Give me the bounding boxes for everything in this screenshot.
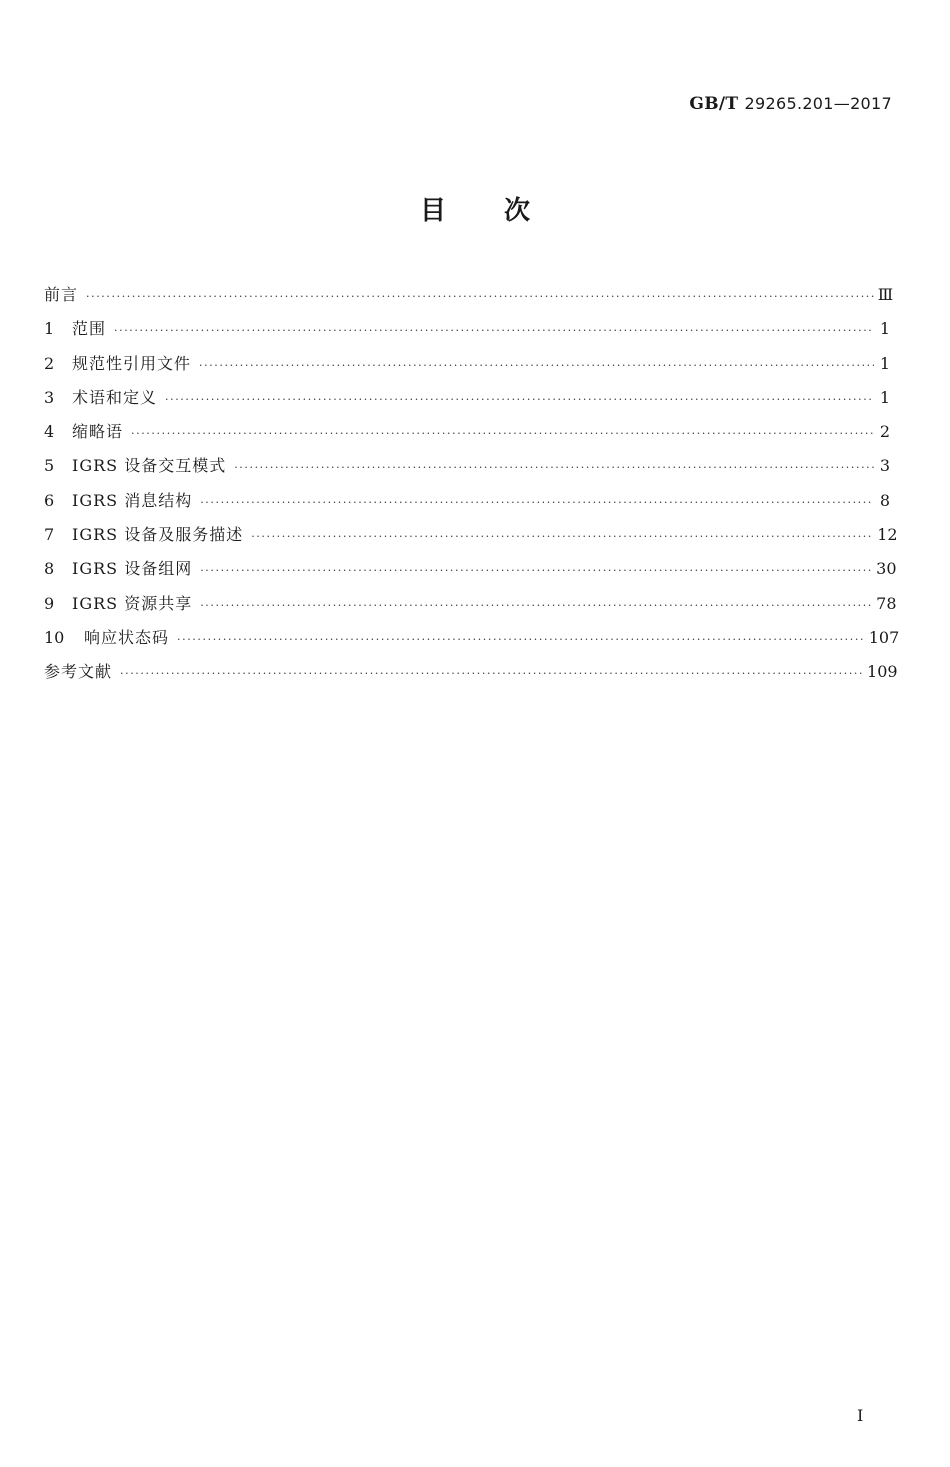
toc-leader-dots: [120, 661, 863, 687]
toc-entry-page: 2: [879, 422, 890, 442]
standard-code: [689, 94, 892, 114]
table-of-contents: [44, 282, 900, 694]
page-folio: I: [857, 1406, 864, 1425]
toc-entry-3[interactable]: [44, 385, 890, 419]
toc-entry-number: 4: [44, 422, 55, 442]
toc-leader-dots: [234, 455, 874, 481]
toc-entry-number: 7: [44, 525, 55, 545]
toc-entry-2[interactable]: [44, 351, 890, 385]
toc-entry-label: 范围: [72, 319, 107, 339]
toc-entry-page: 12: [877, 525, 898, 545]
toc-entry-label: 参考文献: [44, 662, 113, 682]
toc-entry-page: 78: [876, 593, 897, 613]
toc-entry-number: 9: [44, 593, 55, 613]
toc-entry-6[interactable]: [44, 488, 890, 522]
toc-entry-9[interactable]: [44, 591, 897, 625]
page-title: 目次: [419, 196, 588, 226]
toc-entry-label: 规范性引用文件: [72, 353, 192, 373]
toc-entry-page: 3: [879, 456, 890, 476]
toc-entry-10[interactable]: [44, 625, 900, 659]
toc-entry-7[interactable]: [44, 522, 898, 556]
toc-entry-number: 10: [44, 627, 65, 647]
toc-entry-page: 1: [879, 353, 890, 373]
toc-entry-label: 术语和定义: [72, 387, 158, 407]
toc-leader-dots: [200, 490, 874, 516]
toc-leader-dots: [131, 421, 874, 447]
standard-prefix: GB/T: [689, 94, 739, 114]
toc-leader-dots: [199, 353, 874, 379]
toc-entry-page: 109: [867, 662, 898, 682]
toc-entry-number: 5: [44, 456, 55, 476]
toc-entry-page: 107: [868, 627, 900, 647]
toc-leader-dots: [200, 593, 872, 619]
toc-entry-number: 8: [44, 559, 55, 579]
toc-entry-4[interactable]: [44, 419, 890, 453]
toc-entry-number: 2: [44, 353, 55, 373]
toc-leader-dots: [200, 558, 872, 584]
toc-entry-page: 1: [879, 387, 890, 407]
toc-entry-references[interactable]: [44, 659, 898, 693]
toc-entry-label: IGRS 资源共享: [72, 593, 193, 613]
standard-number: 29265.201—2017: [744, 94, 892, 113]
toc-entry-label: IGRS 消息结构: [72, 490, 193, 510]
toc-leader-dots: [251, 524, 873, 550]
toc-entry-number: 3: [44, 387, 55, 407]
toc-leader-dots: [177, 627, 865, 653]
toc-entry-number: 6: [44, 490, 55, 510]
toc-entry-8[interactable]: [44, 556, 897, 590]
toc-leader-dots: [165, 387, 874, 413]
toc-entry-foreword[interactable]: [44, 282, 894, 316]
toc-entry-number: 1: [44, 319, 55, 339]
toc-entry-1[interactable]: [44, 316, 890, 350]
toc-entry-label: IGRS 设备交互模式: [72, 456, 227, 476]
toc-leader-dots: [86, 284, 874, 310]
toc-entry-label: 缩略语: [72, 422, 124, 442]
toc-entry-label: 前言: [44, 285, 79, 304]
toc-entry-page: Ⅲ: [877, 285, 894, 304]
toc-entry-page: 30: [876, 559, 897, 579]
toc-entry-label: 响应状态码: [84, 627, 170, 647]
toc-entry-page: 8: [879, 490, 890, 510]
toc-leader-dots: [114, 318, 874, 344]
toc-entry-5[interactable]: [44, 453, 890, 487]
toc-entry-label: IGRS 设备组网: [72, 559, 193, 579]
toc-entry-page: 1: [879, 319, 890, 339]
toc-entry-label: IGRS 设备及服务描述: [72, 525, 244, 545]
